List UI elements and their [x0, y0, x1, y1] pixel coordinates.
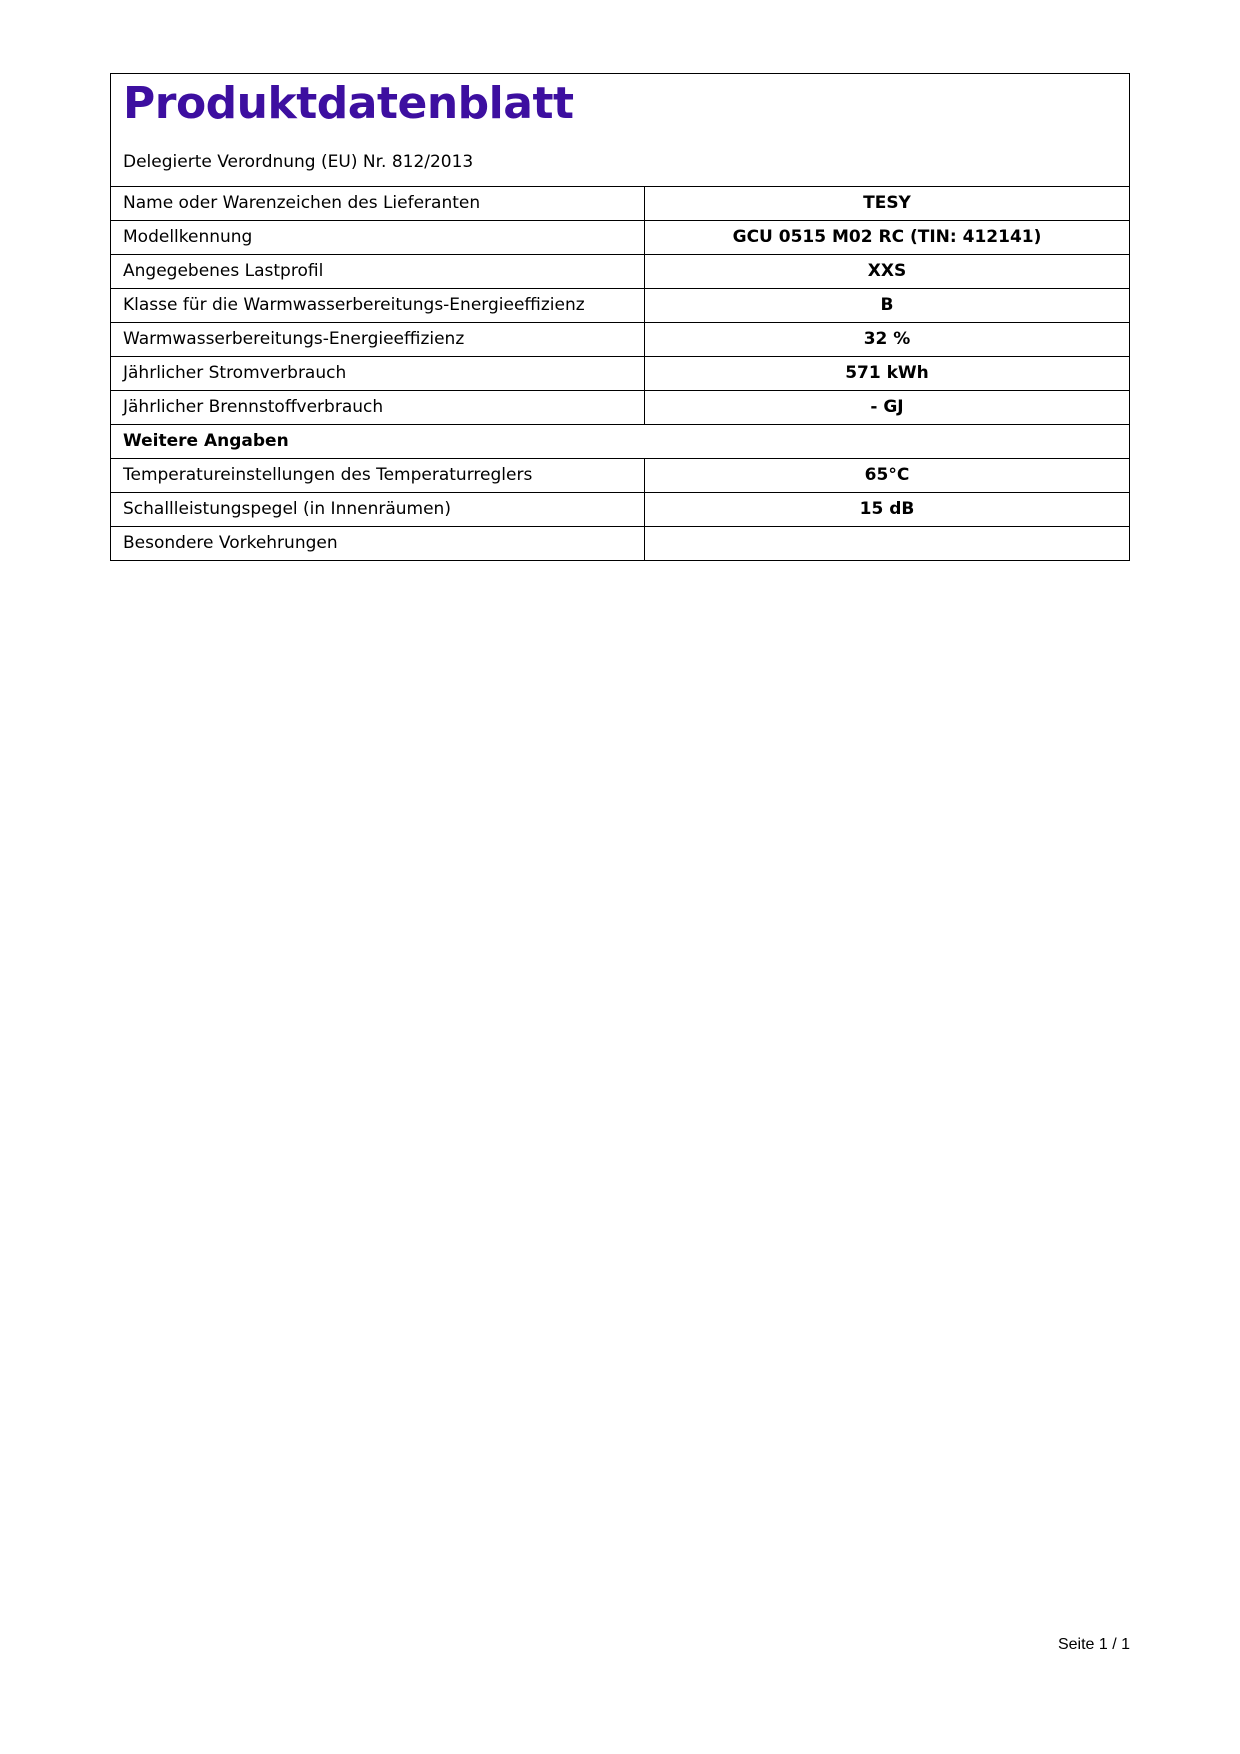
table-row: [111, 459, 1129, 493]
row-value-electricity: 571 kWh: [645, 357, 1130, 391]
row-label-sound-power: Schallleistungspegel (in Innenräumen): [111, 493, 645, 527]
table-row: [111, 187, 1129, 221]
table-row: [111, 221, 1129, 255]
section-heading: Weitere Angaben: [111, 425, 1129, 459]
row-value-efficiency: 32 %: [645, 323, 1130, 357]
row-label-load-profile: Angegebenes Lastprofil: [111, 255, 645, 289]
section-row: [111, 425, 1129, 459]
table-row: [111, 289, 1129, 323]
table-row: [111, 391, 1129, 425]
row-value-precautions: [645, 527, 1130, 561]
row-value-thermostat: 65°C: [645, 459, 1130, 493]
row-value-model: GCU 0515 M02 RC (TIN: 412141): [645, 221, 1130, 255]
page-title: Produktdatenblatt: [123, 78, 574, 129]
row-label-efficiency: Warmwasserbereitungs-Energieeffizienz: [111, 323, 645, 357]
row-label-efficiency-class: Klasse für die Warmwasserbereitungs-Energieeffizienz: [111, 289, 645, 323]
row-value-load-profile: XXS: [645, 255, 1130, 289]
row-value-sound-power: 15 dB: [645, 493, 1130, 527]
row-label-fuel: Jährlicher Brennstoffverbrauch: [111, 391, 645, 425]
row-value-efficiency-class: B: [645, 289, 1130, 323]
page-number: Seite 1 / 1: [1057, 1636, 1130, 1653]
table-row: [111, 323, 1129, 357]
product-data-sheet: [110, 73, 1130, 561]
row-label-thermostat: Temperatureinstellungen des Temperaturreglers: [111, 459, 645, 493]
row-value-supplier: TESY: [863, 193, 911, 214]
table-row: [111, 527, 1129, 561]
regulation-subtitle: Delegierte Verordnung (EU) Nr. 812/2013: [123, 152, 474, 172]
table-row: [111, 255, 1129, 289]
product-data-table: [111, 187, 1129, 560]
row-value-fuel: - GJ: [645, 391, 1130, 425]
sheet-header: [111, 74, 1129, 187]
row-label-precautions: Besondere Vorkehrungen: [111, 527, 645, 561]
row-label-electricity: Jährlicher Stromverbrauch: [111, 357, 645, 391]
row-label-supplier: Name oder Warenzeichen des Lieferanten: [111, 187, 645, 221]
table-row: [111, 493, 1129, 527]
row-label-model: Modellkennung: [111, 221, 645, 255]
table-row: [111, 357, 1129, 391]
